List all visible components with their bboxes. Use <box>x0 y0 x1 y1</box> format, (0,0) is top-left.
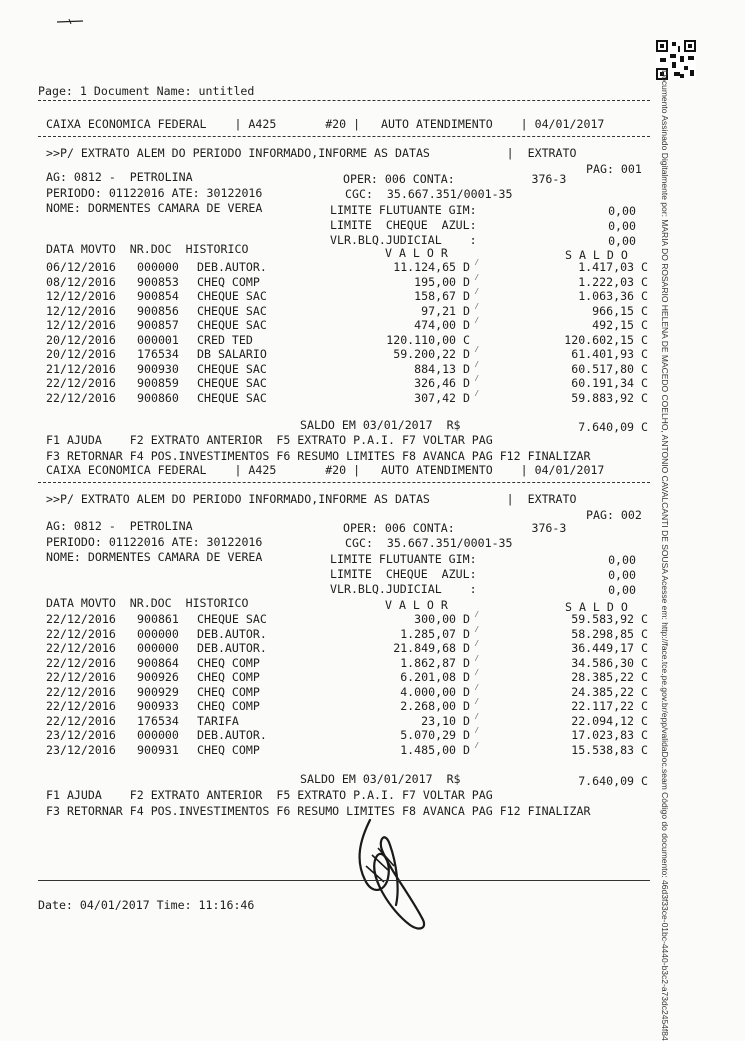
agency: AG: 0812 - PETROLINA <box>46 519 193 533</box>
limit-value: 0,00 <box>608 553 636 567</box>
row-valor: 23,10 D <box>421 713 470 728</box>
row-doc-number: 900854 <box>137 289 179 303</box>
row-saldo: 61.401,93 C <box>571 347 648 361</box>
bank-line: CAIXA ECONOMICA FEDERAL | A425 #20 | AUTO ATENDIMENTO | 04/01/2017 <box>46 463 605 477</box>
row-valor: 1.485,00 D <box>400 742 470 757</box>
limit-label: VLR.BLQ.JUDICIAL : <box>330 233 477 247</box>
row-date: 22/12/2016 <box>46 626 116 641</box>
row-history: CHEQ COMP <box>197 742 260 757</box>
row-valor: 11.124,65 D <box>393 260 470 274</box>
row-history: DEB.AUTOR. <box>197 260 267 274</box>
page-number: PAG: 001 <box>586 162 642 176</box>
row-saldo: 120.602,15 C <box>564 332 648 347</box>
row-date: 20/12/2016 <box>46 347 116 361</box>
row-date: 22/12/2016 <box>46 376 116 390</box>
row-doc-number: 900860 <box>137 390 179 405</box>
row-valor: 97,21 D <box>421 303 470 318</box>
account-oper: OPER: 006 CONTA: 376-3 <box>343 521 567 535</box>
check-mark-icon: ⁄ <box>474 359 480 370</box>
row-history: CHEQ COMP <box>197 670 260 684</box>
row-doc-number: 900929 <box>137 684 179 699</box>
row-valor: 326,46 D <box>414 376 470 390</box>
row-saldo: 966,15 C <box>592 303 648 318</box>
row-saldo: 34.586,30 C <box>571 655 648 670</box>
period: PERIODO: 01122016 ATE: 30122016 <box>46 186 263 200</box>
saldo-em-label: SALDO EM 03/01/2017 R$ <box>300 418 461 432</box>
row-saldo: 59.583,92 C <box>571 612 648 626</box>
check-mark-icon: ⁄ <box>474 316 480 326</box>
row-valor: 474,00 D <box>414 318 470 332</box>
check-mark-icon: ⁄ <box>474 610 480 620</box>
valor-header: V A L O R <box>385 598 448 612</box>
account-name: NOME: DORMENTES CAMARA DE VEREA <box>46 550 263 564</box>
page-number: PAG: 002 <box>586 508 642 522</box>
handwritten-signature <box>330 800 450 940</box>
row-saldo: 59.883,92 C <box>571 390 648 405</box>
saldo-header: S A L D O <box>565 600 628 614</box>
row-doc-number: 900933 <box>137 699 179 713</box>
row-saldo: 36.449,17 C <box>571 641 648 655</box>
limit-label: VLR.BLQ.JUDICIAL : <box>330 582 477 596</box>
check-mark-icon: ⁄ <box>474 374 480 384</box>
row-doc-number: 900926 <box>137 670 179 684</box>
row-doc-number: 900859 <box>137 376 179 390</box>
bank-line: CAIXA ECONOMICA FEDERAL | A425 #20 | AUTO ATENDIMENTO | 04/01/2017 <box>46 117 605 131</box>
row-doc-number: 000001 <box>137 332 179 347</box>
limit-label: LIMITE FLUTUANTE GIM: <box>330 203 477 217</box>
limit-value: 0,00 <box>608 234 636 248</box>
check-mark-icon: ⁄ <box>474 624 480 635</box>
limit-label: LIMITE CHEQUE AZUL: <box>330 567 477 581</box>
row-date: 22/12/2016 <box>46 670 116 684</box>
row-history: CHEQUE SAC <box>197 289 267 303</box>
limit-label: LIMITE CHEQUE AZUL: <box>330 218 477 232</box>
row-doc-number: 000000 <box>137 728 179 742</box>
cgc: CGC: 35.667.351/0001-35 <box>345 187 513 201</box>
check-mark-icon: ⁄ <box>474 287 480 297</box>
row-date: 08/12/2016 <box>46 274 116 289</box>
row-valor: 884,13 D <box>414 361 470 376</box>
digital-signature-note: Documento Assinado Digitalmente por: MARIA DO ROSARIO HELENA DE MACEDO COELHO, ANTONIO CAVALCANTI DE SOUSA Acesse em: http://face.tce.pe.gov.br/epp/validaDoc.seam Código do documento: 46d3f33ce-01bc-4440-b3c2-a73dc2454f84 <box>660 70 670 1041</box>
row-date: 12/12/2016 <box>46 289 116 303</box>
check-mark-icon: ⁄ <box>474 272 480 283</box>
row-doc-number: 000000 <box>137 626 179 641</box>
account-oper: OPER: 006 CONTA: 376-3 <box>343 172 567 186</box>
row-valor: 59.200,22 D <box>393 347 470 361</box>
column-headers: DATA MOVTO NR.DOC HISTORICO <box>46 242 249 256</box>
function-keys: F3 RETORNAR F4 POS.INVESTIMENTOS F6 RESUMO LIMITES F8 AVANCA PAG F12 FINALIZAR <box>46 449 591 463</box>
column-headers: DATA MOVTO NR.DOC HISTORICO <box>46 596 249 610</box>
row-saldo: 22.117,22 C <box>571 699 648 713</box>
row-date: 22/12/2016 <box>46 684 116 699</box>
row-date: 12/12/2016 <box>46 303 116 318</box>
row-history: DEB.AUTOR. <box>197 641 267 655</box>
limit-value: 0,00 <box>608 583 636 597</box>
row-valor: 158,67 D <box>414 289 470 303</box>
agency: AG: 0812 - PETROLINA <box>46 170 193 184</box>
row-doc-number: 176534 <box>137 713 179 728</box>
row-history: CHEQ COMP <box>197 274 260 289</box>
row-history: DEB.AUTOR. <box>197 728 267 742</box>
row-saldo: 15.538,83 C <box>571 742 648 757</box>
row-saldo: 1.063,36 C <box>578 289 648 303</box>
row-history: DEB.AUTOR. <box>197 626 267 641</box>
row-valor: 195,00 D <box>414 274 470 289</box>
row-history: TARIFA <box>197 713 239 728</box>
account-name: NOME: DORMENTES CAMARA DE VEREA <box>46 201 263 215</box>
function-keys: F3 RETORNAR F4 POS.INVESTIMENTOS F6 RESUMO LIMITES F8 AVANCA PAG F12 FINALIZAR <box>46 804 591 818</box>
row-saldo: 60.191,34 C <box>571 376 648 390</box>
check-mark-icon: ⁄ <box>474 258 480 268</box>
check-mark-icon: ⁄ <box>474 301 480 312</box>
divider <box>38 136 650 137</box>
row-saldo: 24.385,22 C <box>571 684 648 699</box>
saldo-header: S A L D O <box>565 248 628 262</box>
row-date: 23/12/2016 <box>46 728 116 742</box>
check-mark-icon: ⁄ <box>474 639 480 649</box>
saldo-em-value: 7.640,09 C <box>578 420 648 434</box>
row-valor: 2.268,00 D <box>400 699 470 713</box>
saldo-em-label: SALDO EM 03/01/2017 R$ <box>300 772 461 786</box>
row-date: 22/12/2016 <box>46 655 116 670</box>
page-line: Page: 1 Document Name: untitled <box>38 84 255 98</box>
check-mark-icon: ⁄ <box>474 711 480 722</box>
row-doc-number: 900853 <box>137 274 179 289</box>
valor-header: V A L O R <box>385 246 448 260</box>
function-keys: F1 AJUDA F2 EXTRATO ANTERIOR F5 EXTRATO P.A.I. F7 VOLTAR PAG <box>46 788 493 802</box>
row-history: CHEQUE SAC <box>197 318 267 332</box>
row-saldo: 28.385,22 C <box>571 670 648 684</box>
row-doc-number: 000000 <box>137 641 179 655</box>
limit-label: LIMITE FLUTUANTE GIM: <box>330 552 477 566</box>
function-keys: F1 AJUDA F2 EXTRATO ANTERIOR F5 EXTRATO P.A.I. F7 VOLTAR PAG <box>46 433 493 447</box>
check-mark-icon: ⁄ <box>474 388 480 399</box>
row-history: DB SALARIO <box>197 347 267 361</box>
row-history: CHEQUE SAC <box>197 303 267 318</box>
row-history: CHEQ COMP <box>197 699 260 713</box>
row-history: CHEQUE SAC <box>197 612 267 626</box>
row-valor: 120.110,00 C <box>386 332 470 347</box>
row-history: CHEQUE SAC <box>197 376 267 390</box>
row-saldo: 1.222,03 C <box>578 274 648 289</box>
row-date: 12/12/2016 <box>46 318 116 332</box>
row-date: 06/12/2016 <box>46 260 116 274</box>
row-doc-number: 176534 <box>137 347 179 361</box>
divider <box>38 880 650 881</box>
prompt-line: >>P/ EXTRATO ALEM DO PERIODO INFORMADO,INFORME AS DATAS | EXTRATO <box>46 146 577 160</box>
check-mark-icon: ⁄ <box>474 668 480 678</box>
row-date: 22/12/2016 <box>46 390 116 405</box>
row-saldo: 60.517,80 C <box>571 361 648 376</box>
check-mark-icon: ⁄ <box>474 726 480 736</box>
period: PERIODO: 01122016 ATE: 30122016 <box>46 535 263 549</box>
limit-value: 0,00 <box>608 204 636 218</box>
row-doc-number: 900861 <box>137 612 179 626</box>
row-date: 22/12/2016 <box>46 699 116 713</box>
saldo-em-value: 7.640,09 C <box>578 774 648 788</box>
prompt-line: >>P/ EXTRATO ALEM DO PERIODO INFORMADO,INFORME AS DATAS | EXTRATO <box>46 492 577 506</box>
row-date: 22/12/2016 <box>46 612 116 626</box>
row-doc-number: 900857 <box>137 318 179 332</box>
row-valor: 6.201,08 D <box>400 670 470 684</box>
row-valor: 4.000,00 D <box>400 684 470 699</box>
row-valor: 307,42 D <box>414 390 470 405</box>
row-doc-number: 900931 <box>137 742 179 757</box>
check-mark-icon: ⁄ <box>474 653 480 664</box>
row-saldo: 22.094,12 C <box>571 713 648 728</box>
row-date: 20/12/2016 <box>46 332 116 347</box>
row-valor: 1.862,87 D <box>400 655 470 670</box>
row-doc-number: 000000 <box>137 260 179 274</box>
row-saldo: 1.417,03 C <box>578 260 648 274</box>
check-mark-icon: ⁄ <box>474 345 480 355</box>
row-history: CHEQUE SAC <box>197 390 267 405</box>
row-date: 23/12/2016 <box>46 742 116 757</box>
row-doc-number: 900930 <box>137 361 179 376</box>
row-saldo: 58.298,85 C <box>571 626 648 641</box>
check-mark-icon: ⁄ <box>474 740 480 751</box>
row-date: 22/12/2016 <box>46 641 116 655</box>
row-date: 21/12/2016 <box>46 361 116 376</box>
row-valor: 21.849,68 D <box>393 641 470 655</box>
ink-mark <box>55 18 85 24</box>
row-history: CHEQUE SAC <box>197 361 267 376</box>
check-mark-icon: ⁄ <box>474 682 480 693</box>
check-mark-icon: ⁄ <box>474 697 480 707</box>
row-doc-number: 900856 <box>137 303 179 318</box>
row-date: 22/12/2016 <box>46 713 116 728</box>
row-history: CHEQ COMP <box>197 655 260 670</box>
row-doc-number: 900864 <box>137 655 179 670</box>
row-valor: 300,00 D <box>414 612 470 626</box>
row-saldo: 17.023,83 C <box>571 728 648 742</box>
limit-value: 0,00 <box>608 568 636 582</box>
row-valor: 1.285,07 D <box>400 626 470 641</box>
date-time-line: Date: 04/01/2017 Time: 11:16:46 <box>38 898 255 912</box>
divider <box>38 482 650 483</box>
cgc: CGC: 35.667.351/0001-35 <box>345 536 513 550</box>
row-history: CHEQ COMP <box>197 684 260 699</box>
row-valor: 5.070,29 D <box>400 728 470 742</box>
divider <box>38 100 650 101</box>
row-saldo: 492,15 C <box>592 318 648 332</box>
row-history: CRED TED <box>197 332 253 347</box>
limit-value: 0,00 <box>608 219 636 233</box>
